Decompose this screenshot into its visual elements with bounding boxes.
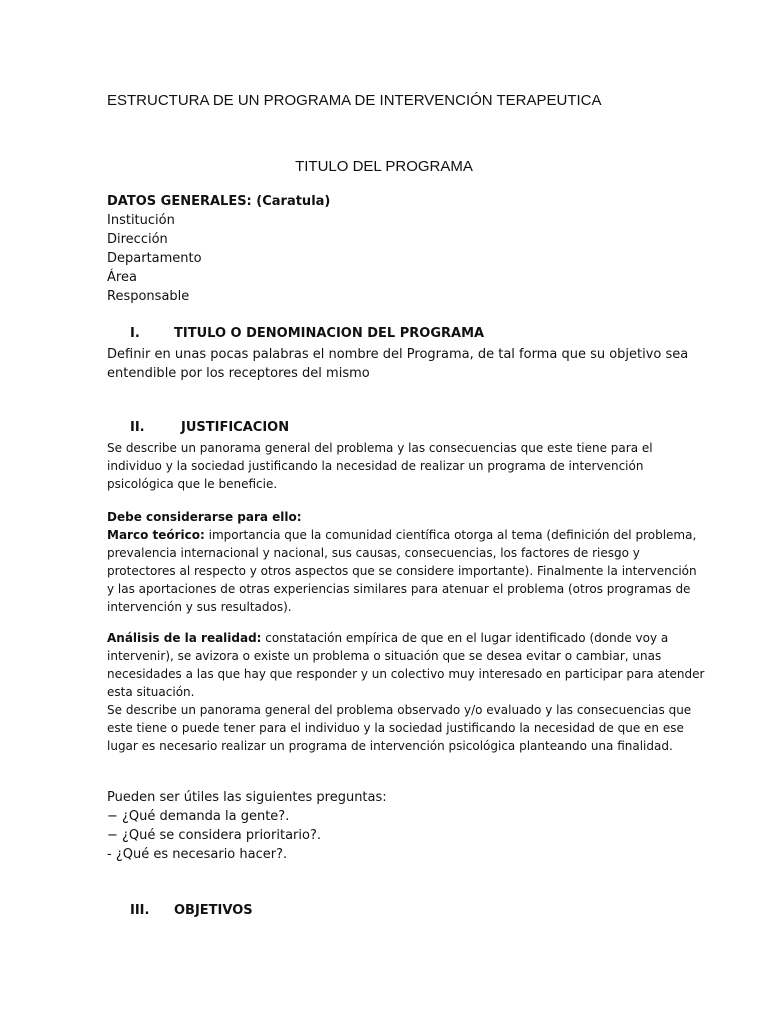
paragraph-line: Definir en unas pocas palabras el nombre del Programa, de tal forma que su objetivo sea	[107, 347, 689, 362]
paragraph-line: entendible por los receptores del mismo	[107, 366, 370, 381]
general-data-item: Dirección	[107, 232, 168, 247]
paragraph-line: psicológica que le beneficie.	[107, 477, 278, 491]
questions-block	[107, 788, 387, 864]
question-item: − ¿Qué demanda la gente?.	[107, 809, 290, 824]
section-2-title: JUSTIFICACION	[181, 420, 290, 435]
questions-label: Pueden ser útiles las siguientes preguntas:	[107, 790, 387, 805]
general-data-label: DATOS GENERALES: (Caratula)	[107, 194, 331, 209]
paragraph-line: intervención y sus resultados).	[107, 600, 292, 614]
section-1-title: TITULO O DENOMINACION DEL PROGRAMA	[174, 326, 485, 341]
paragraph-line: protectores al respecto y otros aspectos que se considere importante). Finalmente la intervención	[107, 564, 697, 578]
section-2-intro	[107, 439, 653, 493]
consider-label: Debe considerarse para ello:	[107, 510, 302, 524]
general-data-item: Responsable	[107, 289, 190, 304]
paragraph-line: necesidades a las que hay que responder y un colectivo muy interesado en participar para atender	[107, 667, 705, 681]
marco-teorico-label: Marco teórico:	[107, 528, 205, 542]
general-data-item: Departamento	[107, 251, 202, 266]
analisis-realidad-label: Análisis de la realidad:	[107, 631, 262, 645]
paragraph-line: constatación empírica de que en el lugar identificado (donde voy a	[261, 631, 669, 645]
paragraph-line: lugar es necesario realizar un programa de intervención psicológica planteando una finalidad.	[107, 739, 673, 753]
paragraph-line: este tiene o puede tener para el individuo y la sociedad justificando la necesidad de que en ese	[107, 721, 684, 735]
section-2-numeral: II.	[130, 420, 145, 435]
document-title: ESTRUCTURA DE UN PROGRAMA DE INTERVENCIÓN TERAPEUTICA	[107, 92, 602, 109]
paragraph-line: y las aportaciones de otras experiencias similares para atenuar el problema (otros programas de	[107, 582, 691, 596]
paragraph-line: Se describe un panorama general del problema observado y/o evaluado y las consecuencias que	[107, 703, 692, 717]
section-1-body	[107, 345, 688, 383]
general-data-item: Área	[107, 270, 137, 285]
section-3-numeral: III.	[130, 903, 150, 918]
question-item: - ¿Qué es necesario hacer?.	[107, 847, 288, 862]
section-3-title: OBJETIVOS	[174, 903, 253, 918]
program-title: TITULO DEL PROGRAMA	[295, 158, 473, 175]
question-item: − ¿Qué se considera prioritario?.	[107, 828, 321, 843]
marco-teorico-block	[107, 508, 697, 616]
paragraph-line: Se describe un panorama general del problema y las consecuencias que este tiene para el	[107, 441, 653, 455]
paragraph-line: individuo y la sociedad justificando la necesidad de realizar un programa de intervención	[107, 459, 644, 473]
general-data-item: Institución	[107, 213, 175, 228]
analisis-realidad-block	[107, 629, 704, 755]
paragraph-line: importancia que la comunidad científica otorga al tema (definición del problema,	[204, 528, 697, 542]
paragraph-line: prevalencia internacional y nacional, sus causas, consecuencias, los factores de riesgo y	[107, 546, 640, 560]
paragraph-line: esta situación.	[107, 685, 195, 699]
general-data-block	[107, 192, 330, 306]
paragraph-line: intervenir), se avizora o existe un problema o situación que se desea evitar o cambiar, unas	[107, 649, 662, 663]
section-1-numeral: I.	[130, 326, 140, 341]
